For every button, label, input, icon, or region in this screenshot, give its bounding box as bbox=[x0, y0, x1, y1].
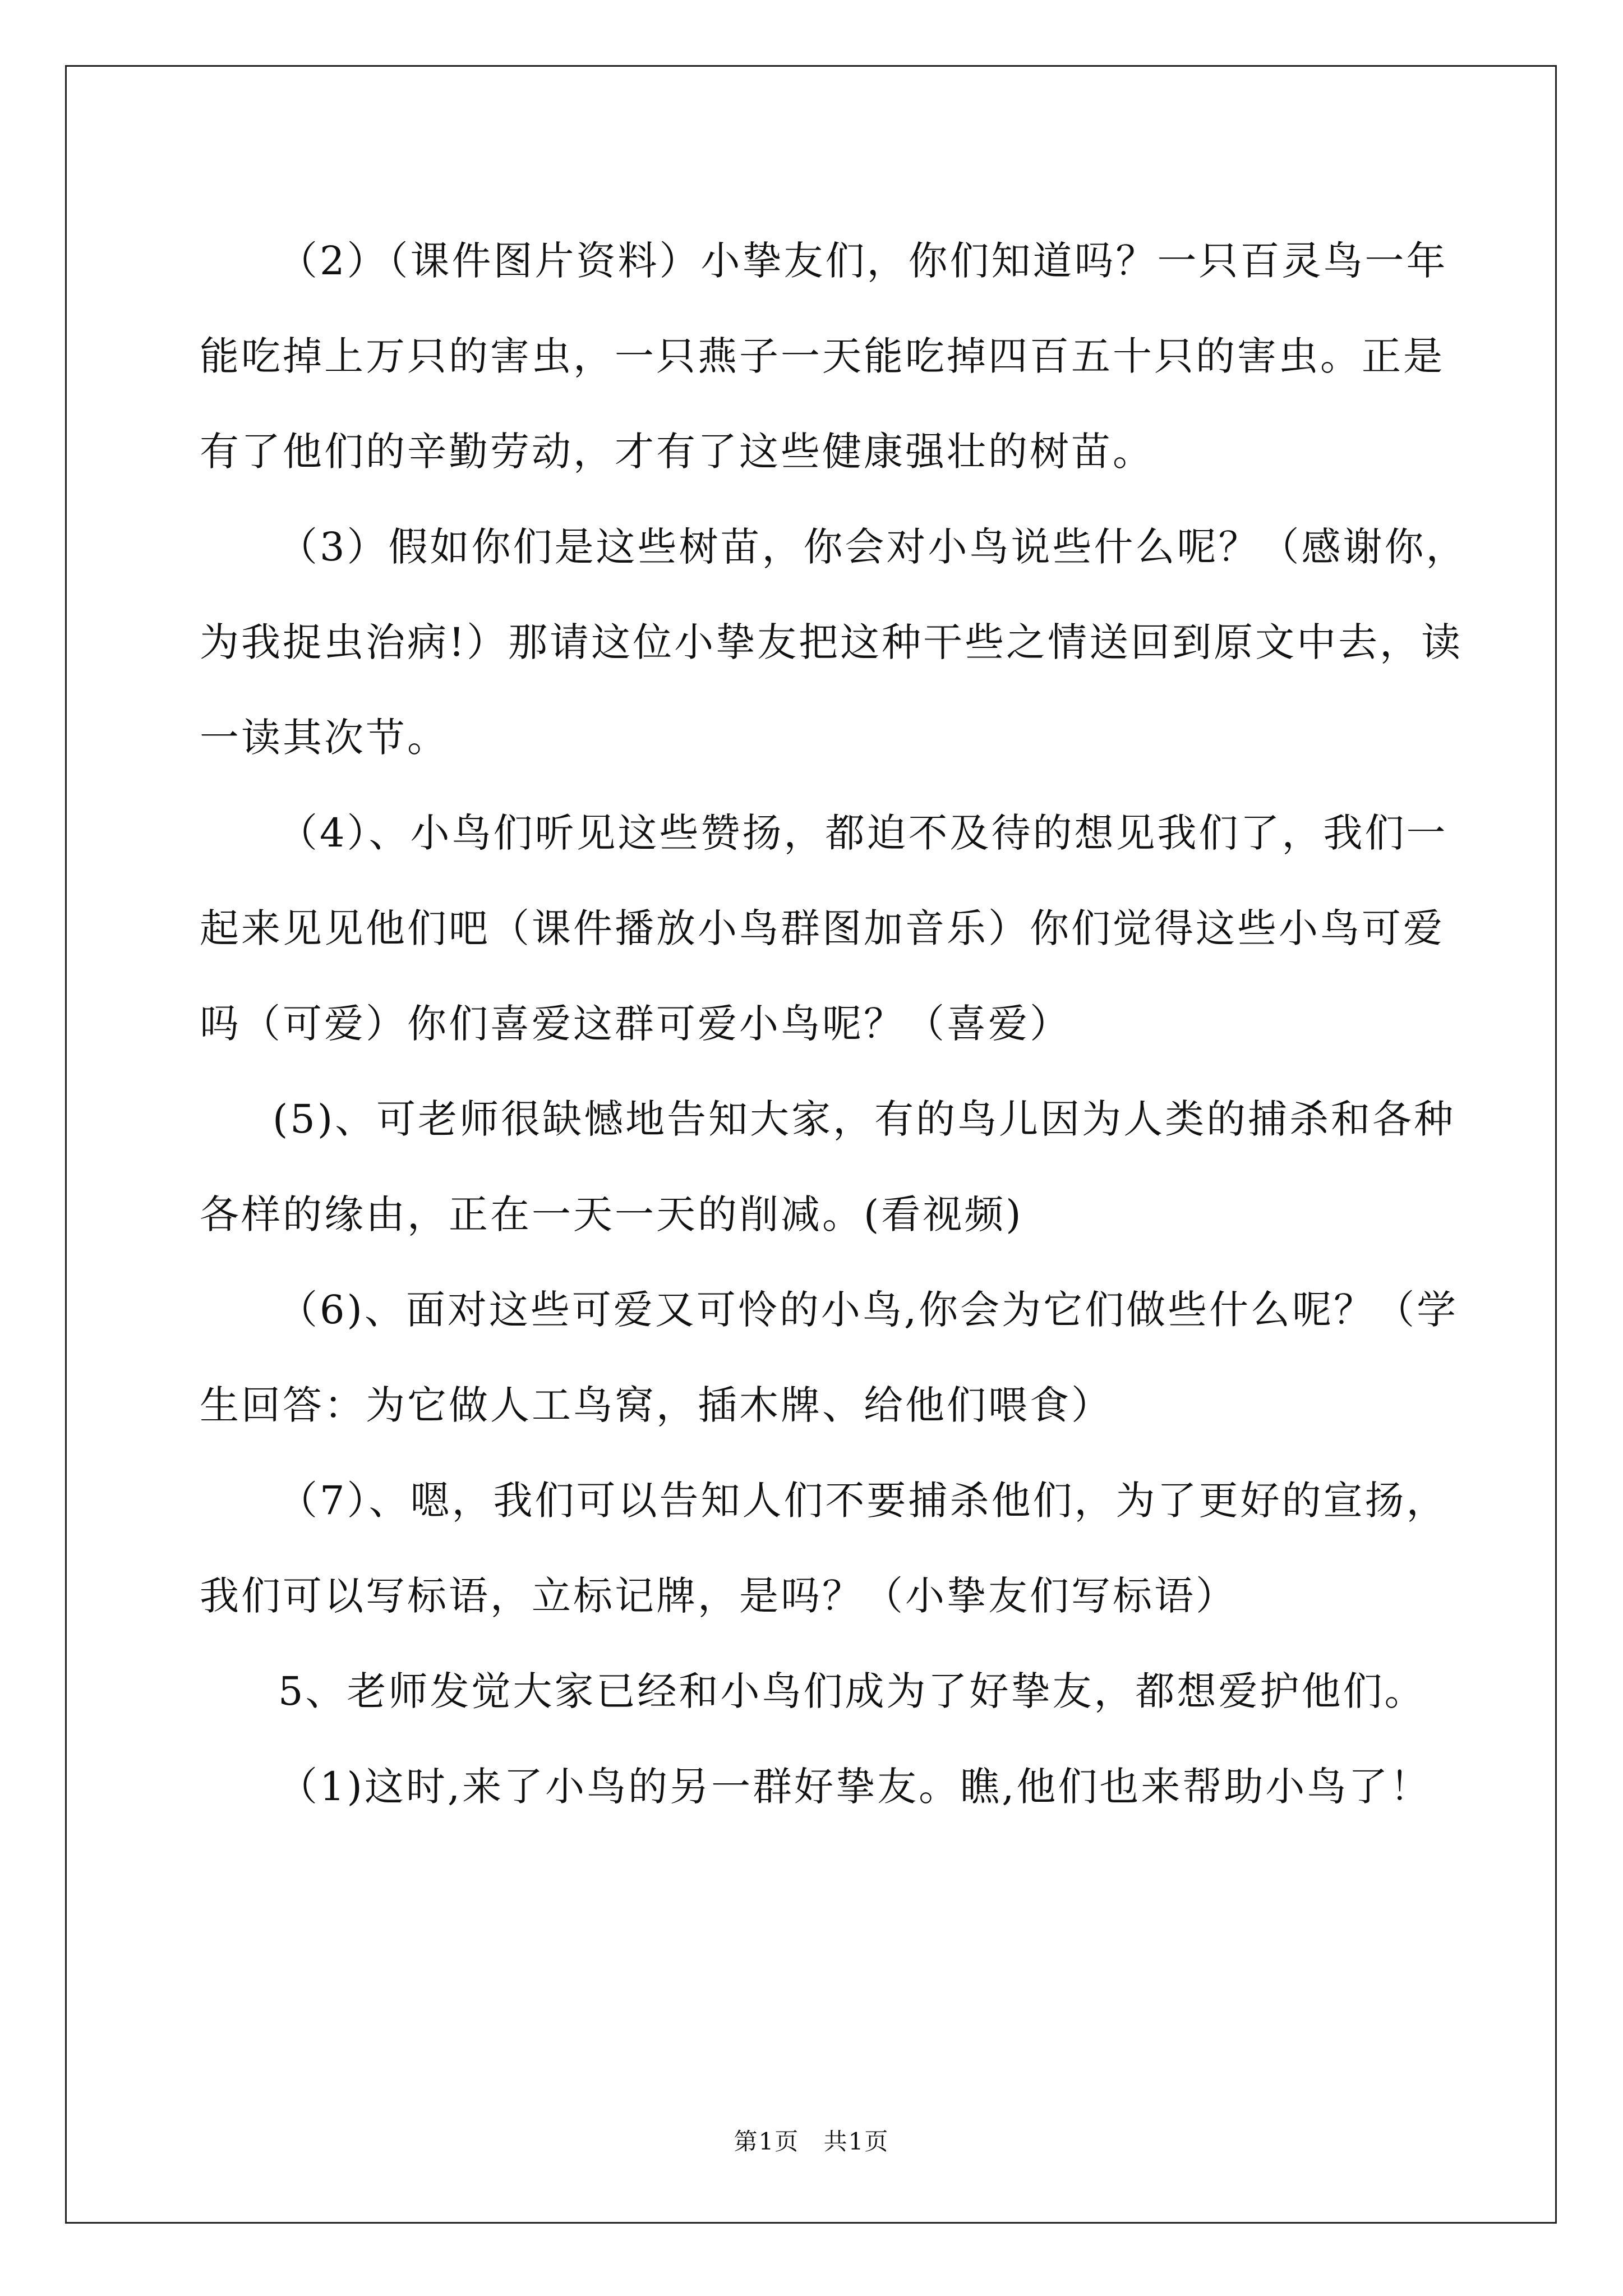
paragraph-line: （3）假如你们是这些树苗，你会对小鸟说些什么呢？（感谢你， bbox=[278, 524, 1468, 570]
paragraph-line: （6)、面对这些可爱又可怜的小鸟,你会为它们做些什么呢？（学 bbox=[278, 1287, 1459, 1333]
paragraph-line: 为我捉虫治病!）那请这位小挚友把这种干些之情送回到原文中去，读 bbox=[200, 619, 1463, 665]
paragraph-line: （7）、嗯，我们可以告知人们不要捕杀他们，为了更好的宣扬， bbox=[278, 1478, 1448, 1524]
paragraph-line: 5、老师发觉大家已经和小鸟们成为了好挚友，都想爱护他们。 bbox=[278, 1668, 1426, 1714]
paragraph-line: 能吃掉上万只的害虫，一只燕子一天能吃掉四百五十只的害虫。正是 bbox=[200, 333, 1445, 379]
paragraph-line: 一读其次节。 bbox=[200, 715, 449, 761]
paragraph-line: （4）、小鸟们听见这些赞扬，都迫不及待的想见我们了，我们一 bbox=[278, 810, 1448, 856]
paragraph-line: 起来见见他们吧（课件播放小鸟群图加音乐）你们觉得这些小鸟可爱 bbox=[200, 905, 1445, 951]
page-number-current: 第1页 bbox=[734, 2128, 800, 2155]
paragraph-line: (5)、可老师很缺憾地告知大家，有的鸟儿因为人类的捕杀和各种 bbox=[273, 1096, 1456, 1142]
paragraph-line: 我们可以写标语，立标记牌，是吗？（小挚友们写标语） bbox=[200, 1573, 1237, 1619]
page-footer bbox=[0, 2123, 1623, 2157]
paragraph-line: 吗（可爱）你们喜爱这群可爱小鸟呢？（喜爱） bbox=[200, 1001, 1071, 1047]
paragraph-line: 有了他们的辛勤劳动，才有了这些健康强壮的树苗。 bbox=[200, 429, 1154, 475]
page-number-total: 共1页 bbox=[823, 2128, 889, 2155]
paragraph-line: （1)这时,来了小鸟的另一群好挚友。瞧,他们也来帮助小鸟了！ bbox=[278, 1764, 1432, 1810]
paragraph-line: （2）（课件图片资料）小挚友们，你们知道吗？一只百灵鸟一年 bbox=[278, 238, 1448, 284]
document-body bbox=[200, 213, 1468, 1834]
paragraph-line: 各样的缘由，正在一天一天的削减。(看视频) bbox=[200, 1191, 1023, 1237]
paragraph-line: 生回答：为它做人工鸟窝，插木牌、给他们喂食） bbox=[200, 1382, 1113, 1428]
